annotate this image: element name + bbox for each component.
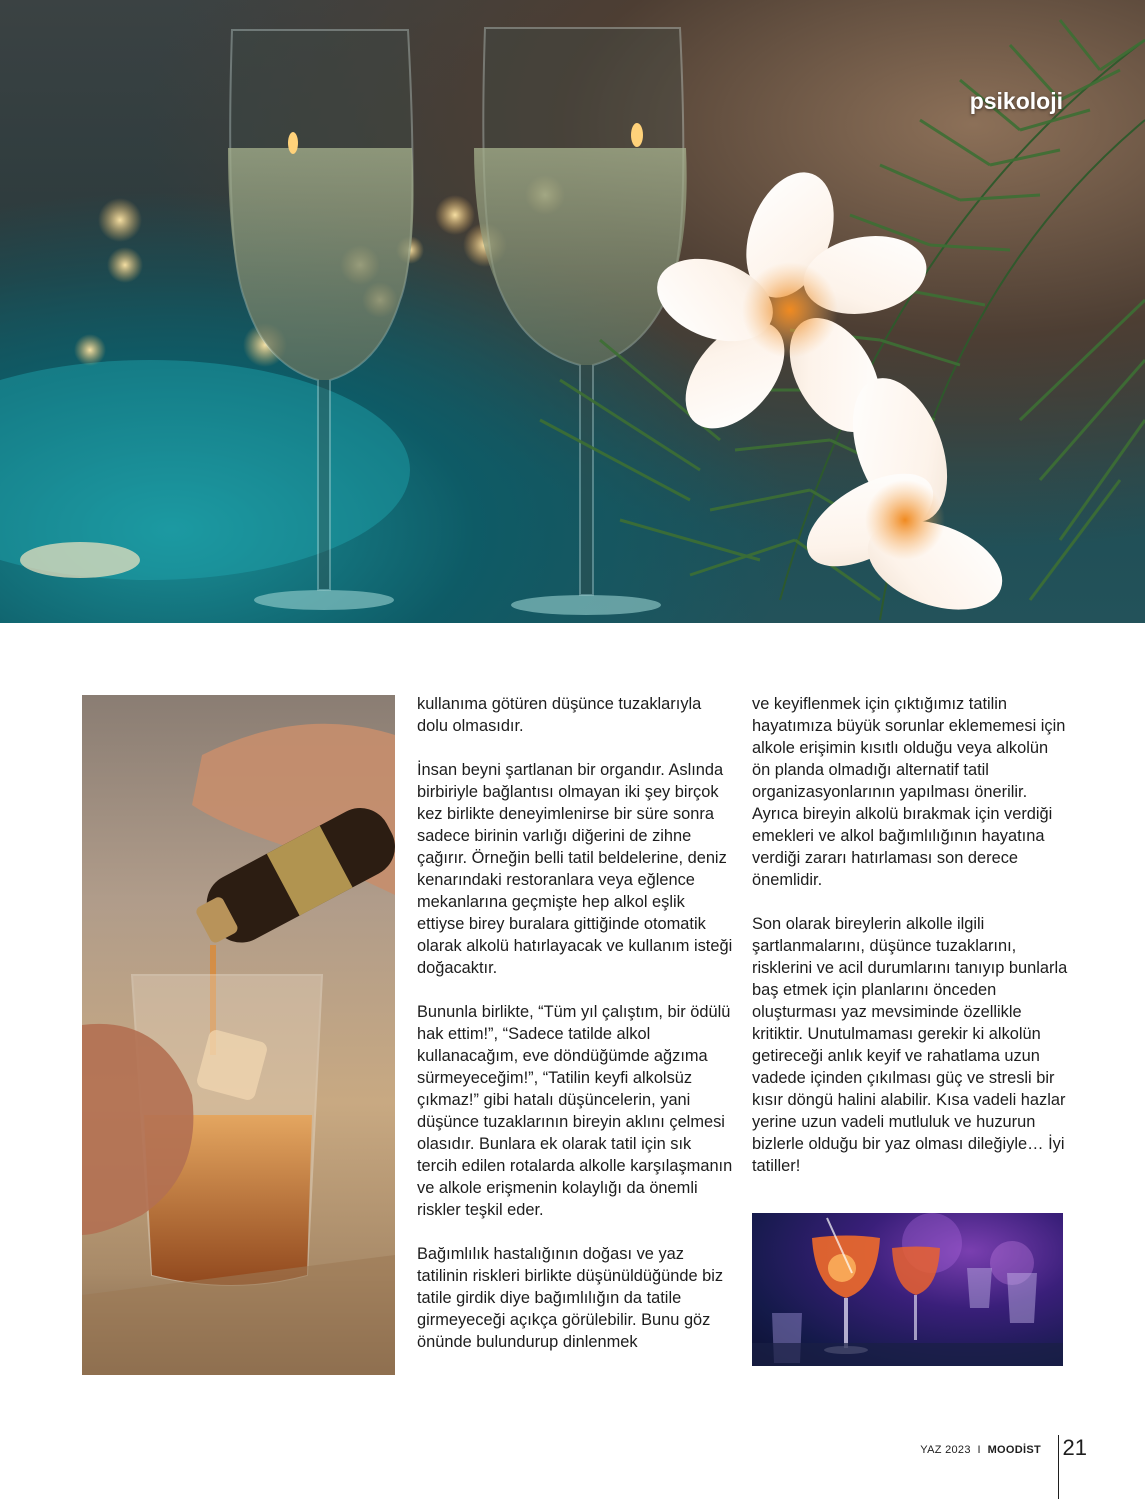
page-footer bbox=[745, 1435, 1145, 1465]
article-column-2 bbox=[752, 693, 1070, 1199]
whiskey-pouring-photo bbox=[82, 695, 395, 1375]
page-number: 21 bbox=[1062, 1435, 1087, 1460]
cocktails-photo bbox=[752, 1213, 1063, 1366]
footer-separator: I bbox=[977, 1444, 981, 1456]
issue-label: YAZ 2023 bbox=[920, 1444, 971, 1456]
issue-info bbox=[920, 1444, 1041, 1456]
paragraph: Bununla birlikte, “Tüm yıl çalıştım, bir ödülü hak ettim!”, “Sadece tatilde alkol kullanacağım, eve döndüğümde ağzıma sürmeyeceğim!”, “Tatilin keyfi alkolsüz çıkmaz!” gibi hatalı düşüncelerin, yani düşünce tuzaklarının bireyin aklını çelmesi olasıdır. Bunlara ek olarak tatil için sık tercih edilen rotalarda alkolle karşılaşmanın ve alkole erişmenin kolaylığı da önemli riskler teşkil eder. bbox=[417, 1003, 733, 1219]
footer-divider bbox=[1058, 1435, 1059, 1499]
paragraph: Bağımlılık hastalığının doğası ve yaz tatilinin riskleri birlikte düşünüldüğünde biz tatile girdik diye bağımlılığın da tatile girmeyeceği açıkça görülebilir. Bunu göz önünde bulundurup dinlenmek bbox=[417, 1245, 724, 1351]
paragraph: Son olarak bireylerin alkolle ilgili şartlanmalarını, düşünce tuzaklarını, risklerini ve acil durumlarını tanıyıp bunlarla baş etmek için planlarını önceden oluşturması yaz mevsiminde özellikle kritiktir. Unutulmaması gerekir ki alkolün getireceği anlık keyif ve rahatlama uzun vadede içinden çıkılması güç ve stresli bir kısır döngü halini alabilir. Kısa vadeli hazlar yerine uzun vadeli mutluluk ve huzurun bizlerle olduğu bir yaz olması dileğiyle… İyi tatiller! bbox=[752, 915, 1068, 1175]
magazine-name: MOODİST bbox=[987, 1444, 1041, 1456]
paragraph: İnsan beyni şartlanan bir organdır. Aslında birbiriyle bağlantısı olmayan iki şey birçok kez birlikte deneyimlenirse bir süre sonra sadece birinin varlığı diğerini de zihne çağırır. Örneğin belli tatil beldelerine, deniz kenarındaki restoranlara veya eğlence mekanlarına geçmişte hep alkol eşlik ettiyse birey buralara gittiğinde otomatik olarak alkolü hatırlayacak ve kullanım isteği doğacaktır. bbox=[417, 761, 733, 977]
paragraph: ve keyiflenmek için çıktığımız tatilin hayatımıza büyük sorunlar eklememesi için alkole erişimin kısıtlı olduğu veya alkolün ön planda olmadığı alternatif tatil organizasyonlarının yapılması önerilir. Ayrıca bireyin alkolü bırakmak için verdiği emekleri ve alkol bağımlılığının hayatına verdiği zararı hatırlaması son derece önemlidir. bbox=[752, 695, 1066, 889]
paragraph: kullanıma götüren düşünce tuzaklarıyla dolu olmasıdır. bbox=[417, 695, 702, 735]
hero-photo bbox=[0, 0, 1145, 623]
section-label: psikoloji bbox=[969, 88, 1063, 114]
article-column-1 bbox=[417, 693, 735, 1375]
